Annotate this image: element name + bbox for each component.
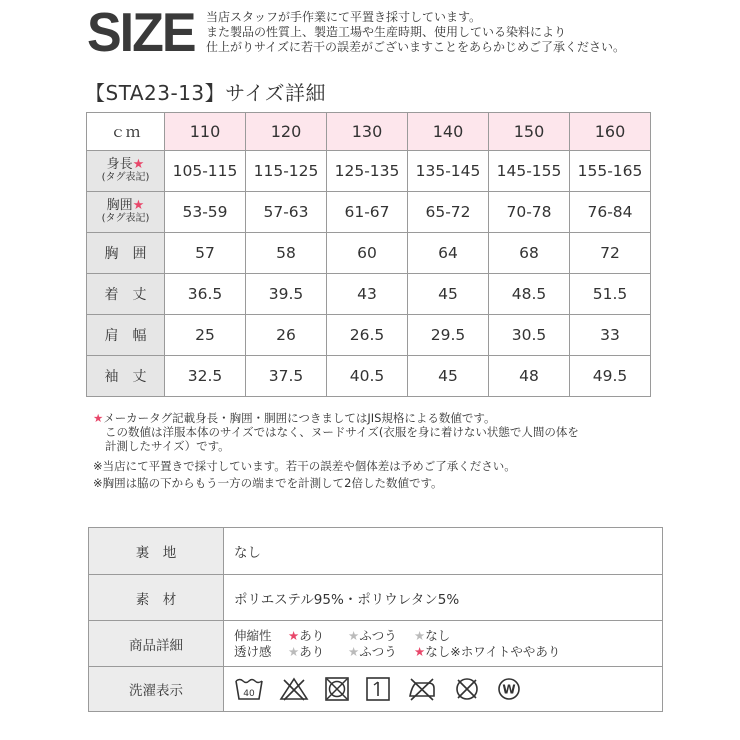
row-label: 肩 幅 xyxy=(87,315,165,356)
table-cell: 65-72 xyxy=(408,192,489,233)
info-label: 素 材 xyxy=(89,575,224,621)
star-icon: ★ xyxy=(288,627,300,643)
table-cell: 125-135 xyxy=(327,151,408,192)
product-info-table xyxy=(88,527,663,712)
table-cell: 37.5 xyxy=(246,356,327,397)
row-label-height xyxy=(87,151,165,192)
table-cell: 48.5 xyxy=(489,274,570,315)
row-label: 胸囲 xyxy=(106,198,133,213)
stretch-label: 伸縮性 xyxy=(234,627,272,643)
wash-temp-label: 40 xyxy=(243,689,255,699)
row-sublabel: (タグ表記) xyxy=(101,213,150,224)
star-icon: ★ xyxy=(414,643,426,659)
details-cell xyxy=(224,621,663,667)
table-cell: 53-59 xyxy=(165,192,246,233)
wet-clean-letter: W xyxy=(502,682,516,697)
disclaimer-line: 当店スタッフが手作業にて平置き採寸しています。 xyxy=(206,10,482,24)
table-cell: 64 xyxy=(408,233,489,274)
stretch-option-no xyxy=(414,628,614,644)
table-cell: 26.5 xyxy=(327,315,408,356)
size-header-cell: 160 xyxy=(570,113,651,151)
table-row xyxy=(87,192,651,233)
table-cell: 145-155 xyxy=(489,151,570,192)
unit-cell: ｃｍ xyxy=(87,113,165,151)
table-cell: 58 xyxy=(246,233,327,274)
sheer-note: ※ホワイトややあり xyxy=(450,643,561,659)
line-dry-icon xyxy=(365,676,391,702)
table-cell: 48 xyxy=(489,356,570,397)
table-cell: 39.5 xyxy=(246,274,327,315)
no-tumble-dry-icon xyxy=(324,676,350,702)
wet-clean-icon xyxy=(496,676,522,702)
no-dry-clean-icon xyxy=(453,676,481,702)
info-label: 商品詳細 xyxy=(89,621,224,667)
size-header-cell: 150 xyxy=(489,113,570,151)
table-cell: 57 xyxy=(165,233,246,274)
row-label: 胸 囲 xyxy=(87,233,165,274)
row-label-chest-tag xyxy=(87,192,165,233)
table-cell: 68 xyxy=(489,233,570,274)
table-cell: 30.5 xyxy=(489,315,570,356)
table-cell: 135-145 xyxy=(408,151,489,192)
row-label: 着 丈 xyxy=(87,274,165,315)
table-cell: 40.5 xyxy=(327,356,408,397)
table-cell: 105-115 xyxy=(165,151,246,192)
option-text: なし xyxy=(425,627,451,643)
footnote-line: 計測したサイズ）です。 xyxy=(105,439,230,453)
size-header-cell: 120 xyxy=(246,113,327,151)
table-cell: 72 xyxy=(570,233,651,274)
size-header-cell: 110 xyxy=(165,113,246,151)
stretch-option-yes xyxy=(288,628,348,644)
table-cell: 36.5 xyxy=(165,274,246,315)
star-icon: ★ xyxy=(414,627,426,643)
sheer-option-normal xyxy=(348,644,414,660)
table-cell: 33 xyxy=(570,315,651,356)
size-header-cell: 130 xyxy=(327,113,408,151)
wash-icons-cell xyxy=(224,667,663,712)
table-cell: 115-125 xyxy=(246,151,327,192)
size-table xyxy=(86,112,651,397)
table-cell: 26 xyxy=(246,315,327,356)
row-label: 袖 丈 xyxy=(87,356,165,397)
table-cell: 32.5 xyxy=(165,356,246,397)
table-cell: 60 xyxy=(327,233,408,274)
star-icon: ★ xyxy=(132,198,145,213)
table-title: 【STA23-13】サイズ詳細 xyxy=(85,81,327,105)
sheer-option-no xyxy=(414,644,614,660)
info-row xyxy=(89,667,663,712)
option-text: あり xyxy=(299,627,325,643)
table-row xyxy=(87,274,651,315)
table-row xyxy=(87,315,651,356)
footnote-line: ※胸囲は脇の下からもう一方の端までを計測して2倍した数値です。 xyxy=(93,476,443,490)
table-cell: 43 xyxy=(327,274,408,315)
table-row xyxy=(87,356,651,397)
table-row xyxy=(87,233,651,274)
option-text: なし xyxy=(425,643,451,659)
table-cell: 25 xyxy=(165,315,246,356)
table-cell: 61-67 xyxy=(327,192,408,233)
no-bleach-icon xyxy=(279,676,309,702)
table-cell: 29.5 xyxy=(408,315,489,356)
footnote-text: メーカータグ記載身長・胸囲・胴囲につきましてはJIS規格による数値です。 xyxy=(103,411,496,425)
table-cell: 45 xyxy=(408,356,489,397)
table-cell: 76-84 xyxy=(570,192,651,233)
footnote-line: ※当店にて平置きで採寸しています。若干の誤差や個体差は予めご了承ください。 xyxy=(93,459,516,473)
sheer-row xyxy=(234,644,662,660)
size-header-cell: 140 xyxy=(408,113,489,151)
star-icon: ★ xyxy=(348,627,360,643)
table-cell: 70-78 xyxy=(489,192,570,233)
size-footnotes xyxy=(93,411,579,490)
table-cell: 49.5 xyxy=(570,356,651,397)
disclaimer-line: 仕上がりサイズに若干の誤差がございますことをあらかじめご了承ください。 xyxy=(206,40,626,54)
table-cell: 57-63 xyxy=(246,192,327,233)
size-header-row xyxy=(87,113,651,151)
table-row xyxy=(87,151,651,192)
table-cell: 51.5 xyxy=(570,274,651,315)
table-cell: 45 xyxy=(408,274,489,315)
footnote-line xyxy=(93,411,579,425)
size-logo: SIZE xyxy=(87,2,195,64)
disclaimer-line: また製品の性質上、製造工場や生産時期、使用している染料により xyxy=(206,25,567,39)
footnote-line: この数値は洋服本体のサイズではなく、ヌードサイズ(衣服を身に着けない状態で人間の体を xyxy=(105,425,579,439)
row-label: 身長 xyxy=(106,157,133,172)
sheer-label: 透け感 xyxy=(234,643,272,659)
info-value: なし xyxy=(224,528,663,575)
star-icon: ★ xyxy=(348,643,360,659)
stretch-option-normal xyxy=(348,628,414,644)
info-label: 洗濯表示 xyxy=(89,667,224,712)
row-sublabel: (タグ表記) xyxy=(101,172,150,183)
info-row xyxy=(89,528,663,575)
info-row xyxy=(89,575,663,621)
option-text: ふつう xyxy=(359,627,397,643)
table-cell: 155-165 xyxy=(570,151,651,192)
option-text: あり xyxy=(299,643,325,659)
size-disclaimer xyxy=(206,10,625,55)
option-text: ふつう xyxy=(359,643,397,659)
info-label: 裏 地 xyxy=(89,528,224,575)
star-icon: ★ xyxy=(288,643,300,659)
sheer-option-yes xyxy=(288,644,348,660)
wash-40-icon xyxy=(234,676,264,702)
star-icon: ★ xyxy=(93,411,104,425)
no-iron-icon xyxy=(406,676,438,702)
stretch-row xyxy=(234,628,662,644)
info-row xyxy=(89,621,663,667)
star-icon: ★ xyxy=(132,157,145,172)
info-value: ポリエステル95%・ポリウレタン5% xyxy=(224,575,663,621)
